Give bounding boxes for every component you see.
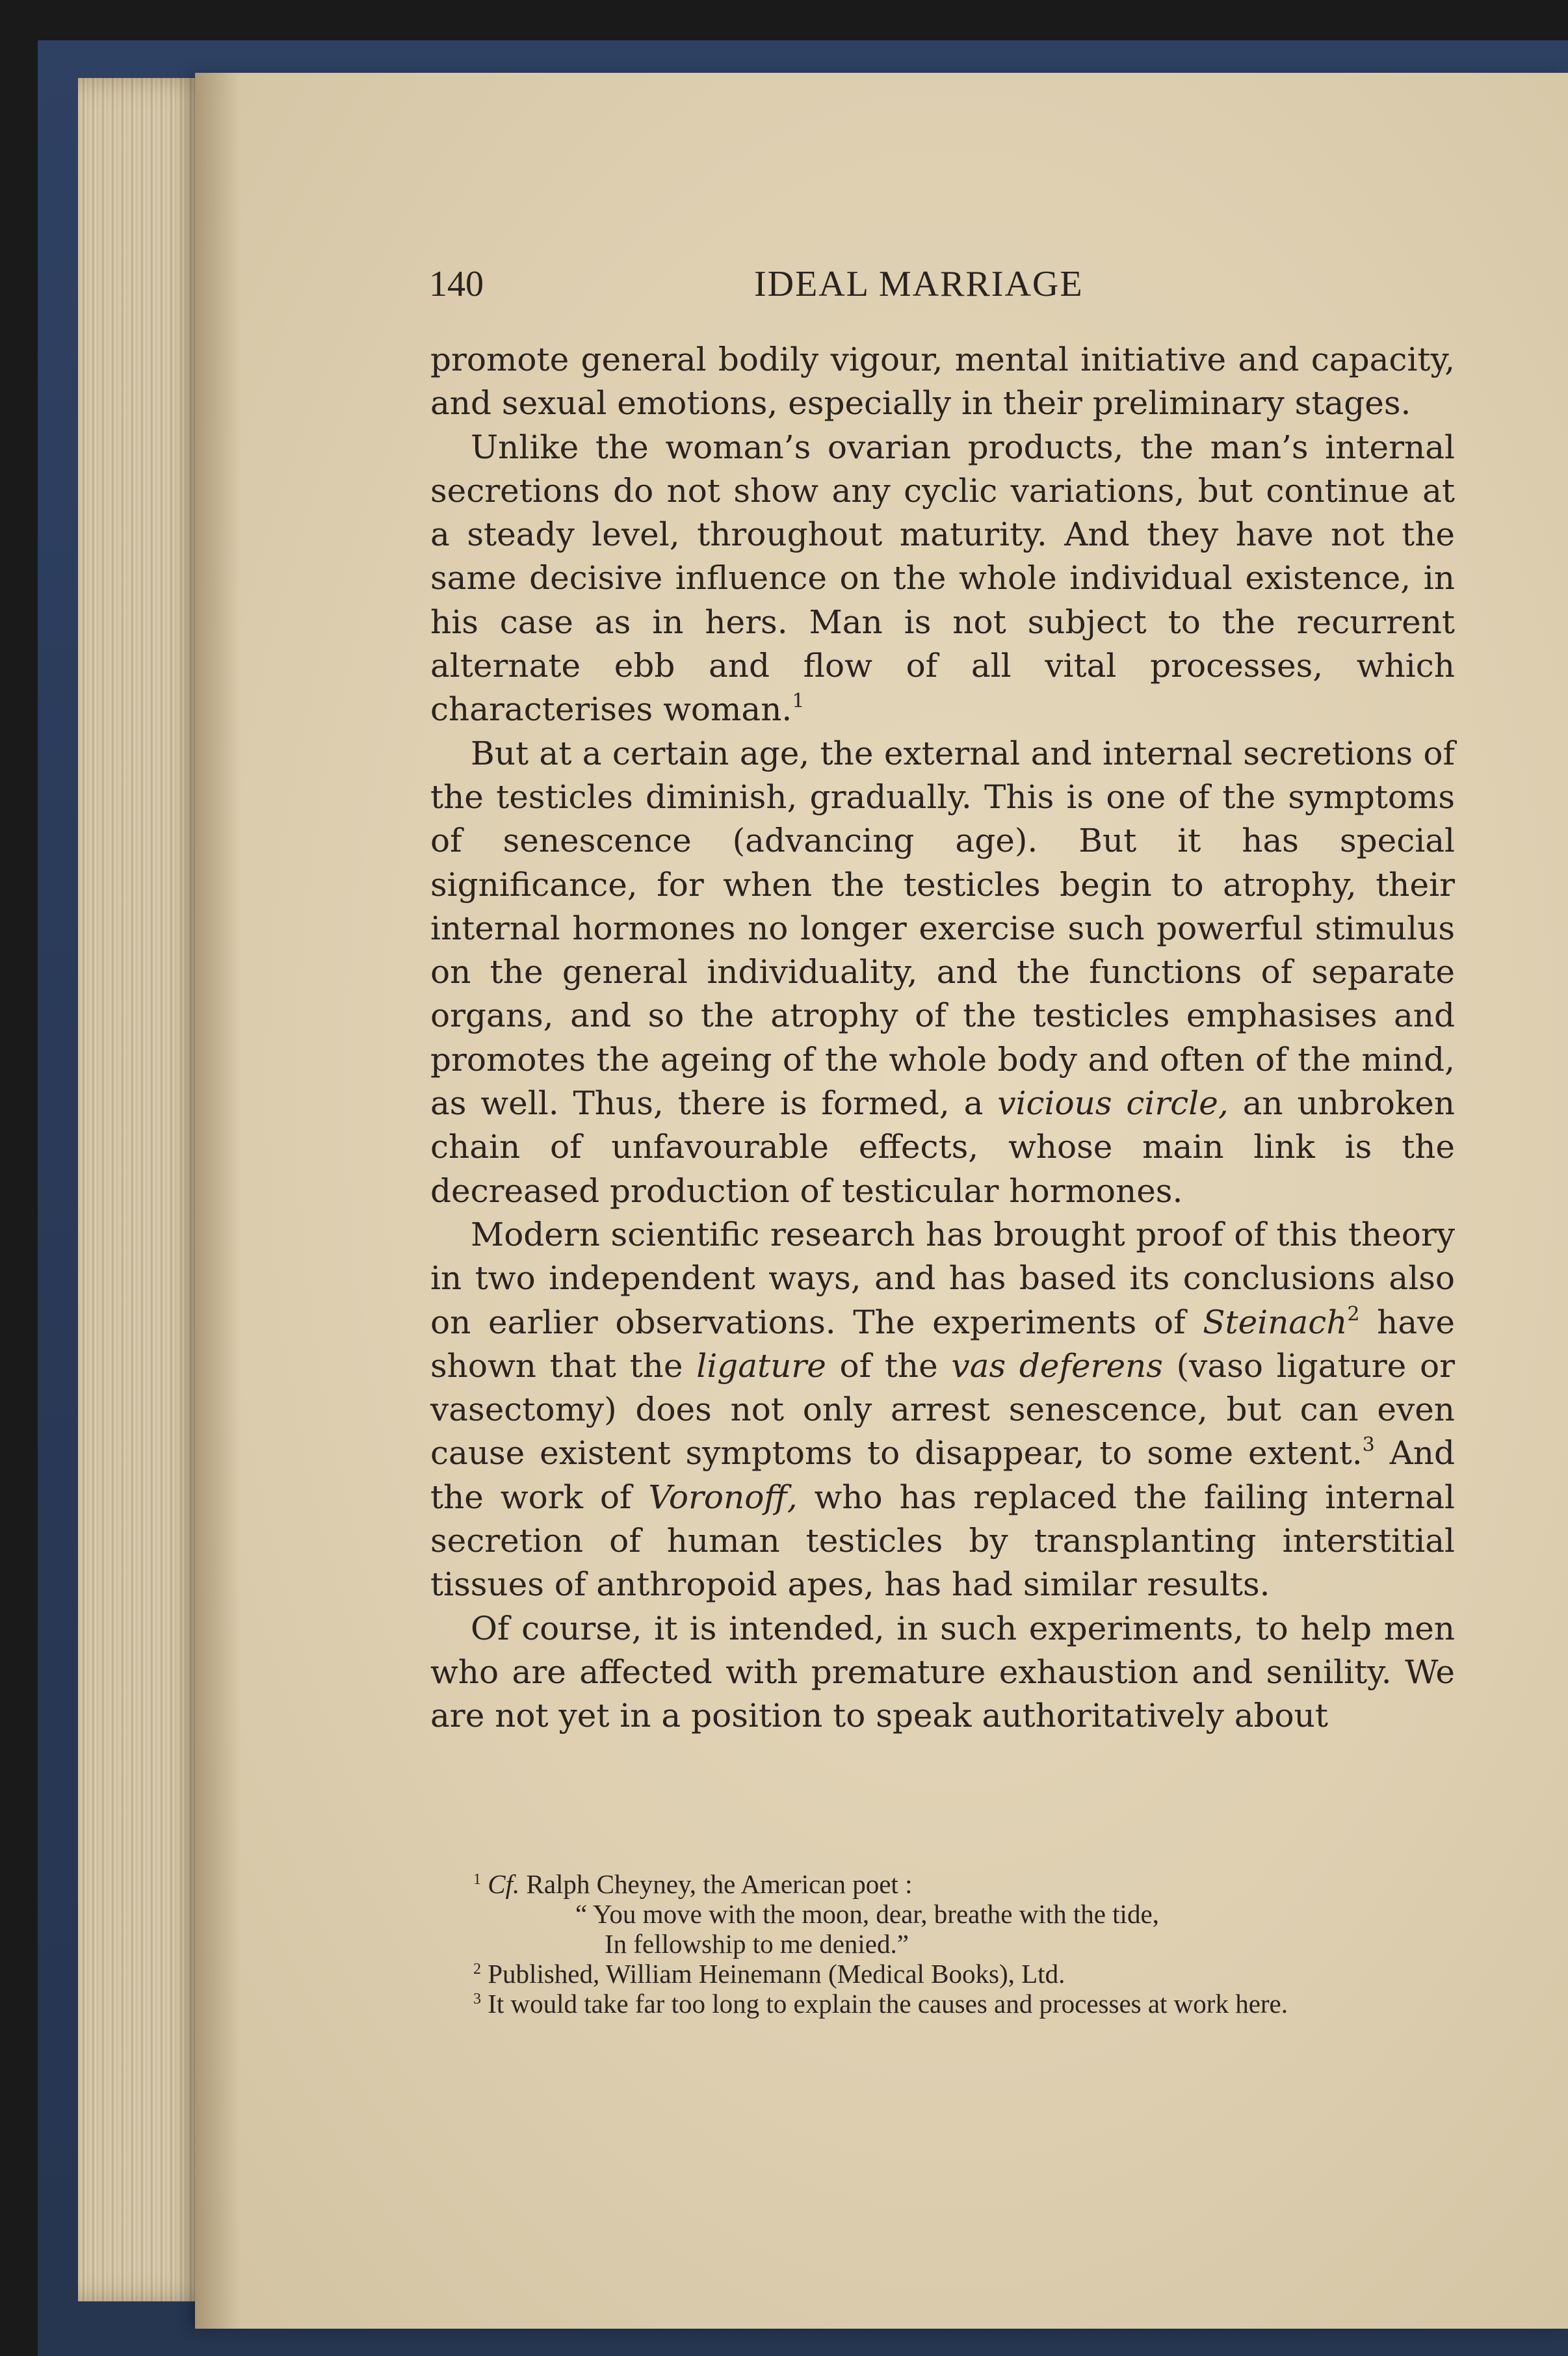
footnote-mark-2: 2 bbox=[473, 1961, 481, 1978]
footnote-mark-1: 1 bbox=[473, 1871, 481, 1888]
page-edges bbox=[78, 78, 215, 2301]
footnote-1-verse-2: In fellowship to me denied.” bbox=[605, 1929, 909, 1959]
paragraph-2: Unlike the woman’s ovarian products, the man’s internal secretions do not show any cyclic variations, but continue at a steady level, throughout maturity. And they have not the same decisive influence on the whole individual existence, in his case as in hers. Man is not subject to the recurrent alternate ebb and flow of all vital processes, which characterises woman.$^1$ bbox=[430, 428, 1455, 729]
emphasis-ligature: ligature bbox=[696, 1346, 826, 1385]
running-head: IDEAL MARRIAGE bbox=[754, 264, 1084, 304]
paragraph-3: But at a certain age, the external and internal secretions of the testicles diminish, gradually. This is one of the symptoms of senescence (advancing age). But it has special significance, for when the testicles begin to atrophy, their internal hormones no longer exercise such powerful stimulus on the general individuality, and the functions of separate organs, and so the atrophy of the testicles emphasises and promotes the ageing of the whole body and often of the mind, as well. Thus, there is formed, a vicious circle, an unbroken chain of unfavourable effects, whose main link is the decreased production of testicular hormones. bbox=[430, 734, 1455, 1210]
page-number: 140 bbox=[429, 264, 484, 304]
paragraph-4: Modern scientific research has brought proof of this theory in two independent ways, and has based its conclusions also on earlier observations. The experiments of Steinach$^2$ have shown that the ligature of the vas deferens (vaso ligature or vasectomy) does not only arrest senescence, but can even cause existent symptoms to disappear, to some extent.$^3$ And the work of Voronoff, who has replaced the failing internal secretion of human testicles by transplanting interstitial tissues of anthropoid apes, has had similar results. bbox=[430, 1215, 1456, 1604]
paragraph-5: Of course, it is intended, in such experiments, to help men who are affected with premature exhaustion and senility. We are not yet in a position to speak authoritatively about bbox=[430, 1609, 1455, 1735]
footnote-2: $^2$ Published, William Heinemann (Medical Books), Ltd. bbox=[473, 1959, 1065, 1989]
footnote-ref-3: 3 bbox=[1362, 1433, 1375, 1457]
page-header bbox=[429, 263, 1456, 309]
footnote-mark-3: 3 bbox=[473, 1991, 481, 2008]
footnotes bbox=[442, 1869, 1463, 2019]
paragraph-1: promote general bodily vigour, mental initiative and capacity, and sexual emotions, especially in their preliminary stages. bbox=[430, 341, 1455, 423]
emphasis-voronoff: Voronoff, bbox=[648, 1478, 798, 1516]
body-text bbox=[430, 338, 1455, 1738]
footnote-3: $^3$ It would take far too long to explain the causes and processes at work here. bbox=[473, 1989, 1288, 2019]
emphasis-vas-deferens: vas deferens bbox=[951, 1346, 1163, 1385]
footnote-ref-2: 2 bbox=[1347, 1302, 1360, 1326]
emphasis-steinach: Steinach bbox=[1203, 1303, 1348, 1341]
footnote-1: $^1$ Cf. Ralph Cheyney, the American poet : bbox=[473, 1869, 913, 1899]
footnote-1-verse-1: “ You move with the moon, dear, breathe with the tide, bbox=[575, 1899, 1159, 1929]
footnote-ref-1: 1 bbox=[792, 690, 805, 713]
emphasis-vicious-circle: vicious circle, bbox=[997, 1084, 1229, 1123]
page-gutter-shadow bbox=[195, 73, 241, 2329]
